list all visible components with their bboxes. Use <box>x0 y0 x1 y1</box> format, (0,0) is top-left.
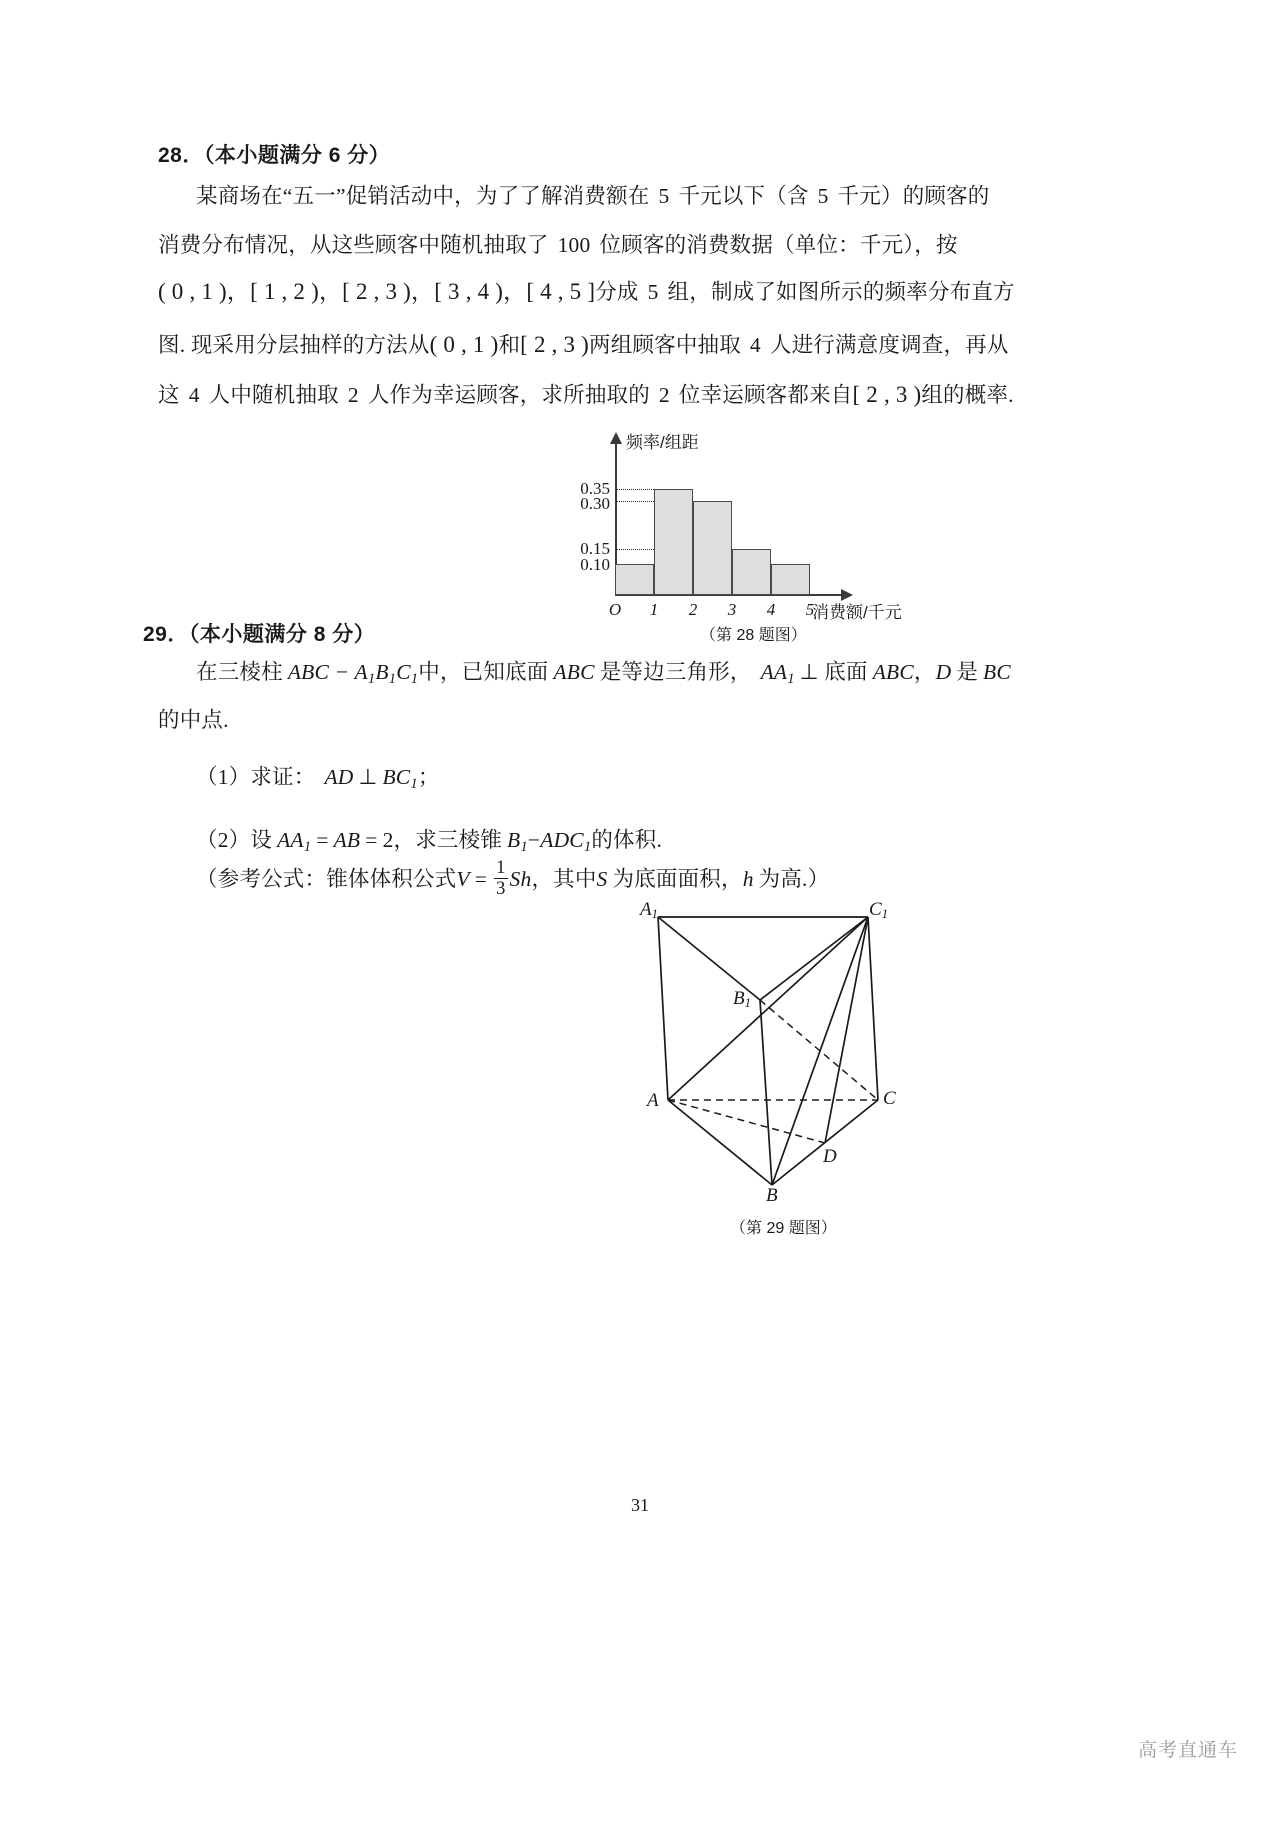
p29-l1-c: 是等边三角形， <box>599 660 752 684</box>
edge-AD-hidden <box>668 1100 825 1143</box>
x-tick-3: 3 <box>727 600 737 619</box>
problem-28-heading: 28．（本小题满分 6 分） <box>158 144 391 167</box>
figure-28-caption: （第 28 题图） <box>700 627 807 644</box>
p28-interval-1: ( 0 , 1 ) <box>158 279 227 304</box>
bar-1-2 <box>654 489 693 595</box>
vertex-label-B: B <box>766 1185 778 1206</box>
p28-l5-e: 组的概率. <box>921 383 1014 407</box>
p28-l4-c: 两组顾客中抽取 <box>589 333 741 357</box>
p29-prism-sub-2: 1 <box>388 671 397 688</box>
p28-l4-interval-1: ( 0 , 1 ) <box>429 332 499 357</box>
p29-formula-Sh: Sh <box>509 866 532 891</box>
p29-part2-eq-2: = <box>365 828 378 852</box>
p29-part2-ab: AB <box>333 828 361 852</box>
p29-l1-b: 中，已知底面 <box>418 660 549 684</box>
x-tick-1: 1 <box>649 600 659 619</box>
p29-part1-bc: BC <box>382 765 411 789</box>
p29-part1-ad: AD <box>324 765 354 789</box>
y-axis-label: 频率/组距 <box>626 433 699 452</box>
figure-29-caption: （第 29 题图） <box>730 1220 837 1237</box>
problem-29-heading: 29．（本小题满分 8 分） <box>143 623 376 646</box>
p28-l5-n3: 2 <box>658 383 670 407</box>
p29-formula-S: S <box>596 866 608 891</box>
p29-prism-sub-3: 1 <box>410 671 419 688</box>
p29-bc-seg: BC <box>983 660 1011 684</box>
vertex-label-B1: B1 <box>733 988 751 1011</box>
watermark-text: 高考直通车 <box>1137 1740 1238 1761</box>
problem-28-line-1 <box>196 186 990 208</box>
p28-l4-a: 图. 现采用分层抽样的方法从 <box>158 333 430 357</box>
p28-l1-a: 某商场在“五一”促销活动中，为了了解消费额在 <box>196 184 650 208</box>
p29-part2-dash: − <box>527 828 541 852</box>
p28-interval-3: [ 2 , 3 ) <box>342 279 412 304</box>
edge-B1C-hidden <box>760 1000 878 1100</box>
x-tick-origin: O <box>608 600 622 619</box>
p29-prism-sym-1: ABC − A <box>287 660 368 684</box>
p29-part2-adc-sub: 1 <box>583 839 592 856</box>
edge-C1C <box>868 917 878 1100</box>
p29-formula-V: V <box>456 866 470 891</box>
p28-l3-n: 5 <box>647 280 659 304</box>
p28-interval-4: [ 3 , 4 ) <box>434 279 504 304</box>
p29-formula-d: 为高.） <box>758 866 830 891</box>
y-tick-0-30: 0.30 <box>580 494 610 513</box>
x-axis-label: 消费额/千元 <box>812 603 902 622</box>
edge-B1B <box>760 1000 772 1185</box>
problem-28-line-2 <box>158 235 958 257</box>
p29-prism-sym-2: B <box>375 660 389 684</box>
p29-part2-label: （2）设 <box>196 828 273 852</box>
p29-part2-b1: B <box>507 828 521 852</box>
p29-formula-fraction <box>494 858 507 898</box>
p29-formula-denominator: 3 <box>496 877 506 898</box>
p29-part2-aa1: AA <box>277 828 304 852</box>
vertex-label-D: D <box>823 1146 837 1167</box>
vertex-label-A1: A1 <box>640 899 658 922</box>
p29-d-point: D <box>935 660 952 684</box>
p28-l4-n: 4 <box>749 333 761 357</box>
y-tick-0-10: 0.10 <box>580 555 610 574</box>
p28-l3-tail-b: 组，制成了如图所示的频率分布直方 <box>667 280 1015 304</box>
p29-part2-mid: ，求三棱锥 <box>393 828 503 852</box>
p29-part1-end: ； <box>417 765 440 789</box>
p29-part2-tail: 的体积. <box>591 828 663 852</box>
p28-l5-b: 人中随机抽取 <box>208 383 339 407</box>
x-tick-4: 4 <box>766 600 776 619</box>
p29-part2-eq-1: = <box>316 828 329 852</box>
p28-l5-n2: 2 <box>347 383 359 407</box>
problem-28-line-4 <box>158 333 1009 357</box>
p28-l5-interval: [ 2 , 3 ) <box>852 382 922 407</box>
p29-formula-numerator: 1 <box>496 857 506 877</box>
problem-29-part-2 <box>196 830 662 855</box>
p28-l3-tail-a: 分成 <box>595 280 639 304</box>
edge-B1C1 <box>760 917 868 1000</box>
p29-abc-2: ABC <box>872 660 914 684</box>
p29-part2-value: 2 <box>382 828 394 852</box>
problem-29-line-1 <box>196 662 1011 687</box>
p29-l1-f: 是 <box>956 660 979 684</box>
x-tick-2: 2 <box>688 600 698 619</box>
p29-l1-d: ⊥ 底面 <box>799 660 868 684</box>
p28-l1-c: 千元）的顾客的 <box>837 184 990 208</box>
y-tick-0-15: 0.15 <box>580 539 610 558</box>
p29-prism-sub-1: 1 <box>367 671 376 688</box>
p28-l1-n1: 5 <box>658 184 670 208</box>
p28-l4-interval-2: [ 2 , 3 ) <box>520 332 590 357</box>
problem-29-line-2: 的中点. <box>158 708 229 732</box>
p29-aa1-sub: 1 <box>787 671 795 688</box>
p28-interval-2: [ 1 , 2 ) <box>250 279 319 304</box>
y-axis-arrow-icon <box>610 432 622 444</box>
p29-part2-adc: ADC <box>540 828 584 852</box>
x-tick-5: 5 <box>805 600 815 619</box>
p28-l4-d: 人进行满意度调查，再从 <box>769 333 1009 357</box>
problem-29-formula-note <box>196 858 829 898</box>
prism-drawing <box>620 895 940 1215</box>
p29-l1-e: ， <box>913 660 936 684</box>
p28-l2-a: 消费分布情况，从这些顾客中随机抽取了 <box>158 233 549 257</box>
bar-4-5 <box>771 564 810 595</box>
bar-2-3 <box>693 501 732 595</box>
bar-0-1 <box>615 564 654 595</box>
p28-l1-b: 千元以下（含 <box>678 184 809 208</box>
p29-part1-perp-icon: ⊥ <box>358 765 378 789</box>
p29-formula-b: ，其中 <box>531 866 597 891</box>
bar-3-4 <box>732 549 771 595</box>
p29-aa1: AA <box>760 660 788 684</box>
p28-l5-d: 位幸运顾客都来自 <box>678 383 853 407</box>
p28-l2-n1: 100 <box>557 233 591 257</box>
p28-interval-5: [ 4 , 5 ] <box>526 279 596 304</box>
histogram-figure-28 <box>560 430 902 644</box>
p29-prism-sym-3: C <box>396 660 411 684</box>
p29-part1-label: （1）求证： <box>196 765 316 789</box>
p28-l1-n2: 5 <box>817 184 829 208</box>
p28-l5-a: 这 <box>158 383 180 407</box>
vertex-label-C1: C1 <box>869 899 888 922</box>
page-number: 31 <box>631 1495 649 1515</box>
p29-part2-aa1-sub: 1 <box>303 839 312 856</box>
p28-l4-b: 和 <box>498 333 521 357</box>
problem-28-line-5 <box>158 383 1014 407</box>
p29-base-abc: ABC <box>553 660 595 684</box>
p28-l5-n1: 4 <box>188 383 200 407</box>
prism-figure-29 <box>620 895 940 1237</box>
problem-28-line-3: ( 0 , 1 )，[ 1 , 2 )，[ 2 , 3 )，[ 3 , 4 )，[ 4 , 5 ]分成 5 组，制成了如图所示的频率分布直方 <box>158 279 1015 304</box>
p29-part2-b1-sub: 1 <box>520 839 528 856</box>
p28-l2-b: 位顾客的消费数据（单位：千元），按 <box>599 233 958 257</box>
p28-l5-c: 人作为幸运顾客，求所抽取的 <box>367 383 650 407</box>
p29-formula-c: 为底面面积， <box>612 866 743 891</box>
p29-part1-bc-sub: 1 <box>410 776 418 793</box>
y-tick-0-35: 0.35 <box>580 479 610 498</box>
p29-formula-a: （参考公式：锥体体积公式 <box>196 866 457 891</box>
problem-29-part-1 <box>196 767 440 792</box>
edge-AB <box>668 1100 772 1185</box>
p29-l1-a: 在三棱柱 <box>196 660 283 684</box>
p29-formula-eq: = <box>474 866 488 891</box>
vertex-label-A: A <box>647 1090 659 1111</box>
p29-formula-h: h <box>742 866 754 891</box>
vertex-label-C: C <box>883 1088 896 1109</box>
edge-A1A <box>658 917 668 1100</box>
